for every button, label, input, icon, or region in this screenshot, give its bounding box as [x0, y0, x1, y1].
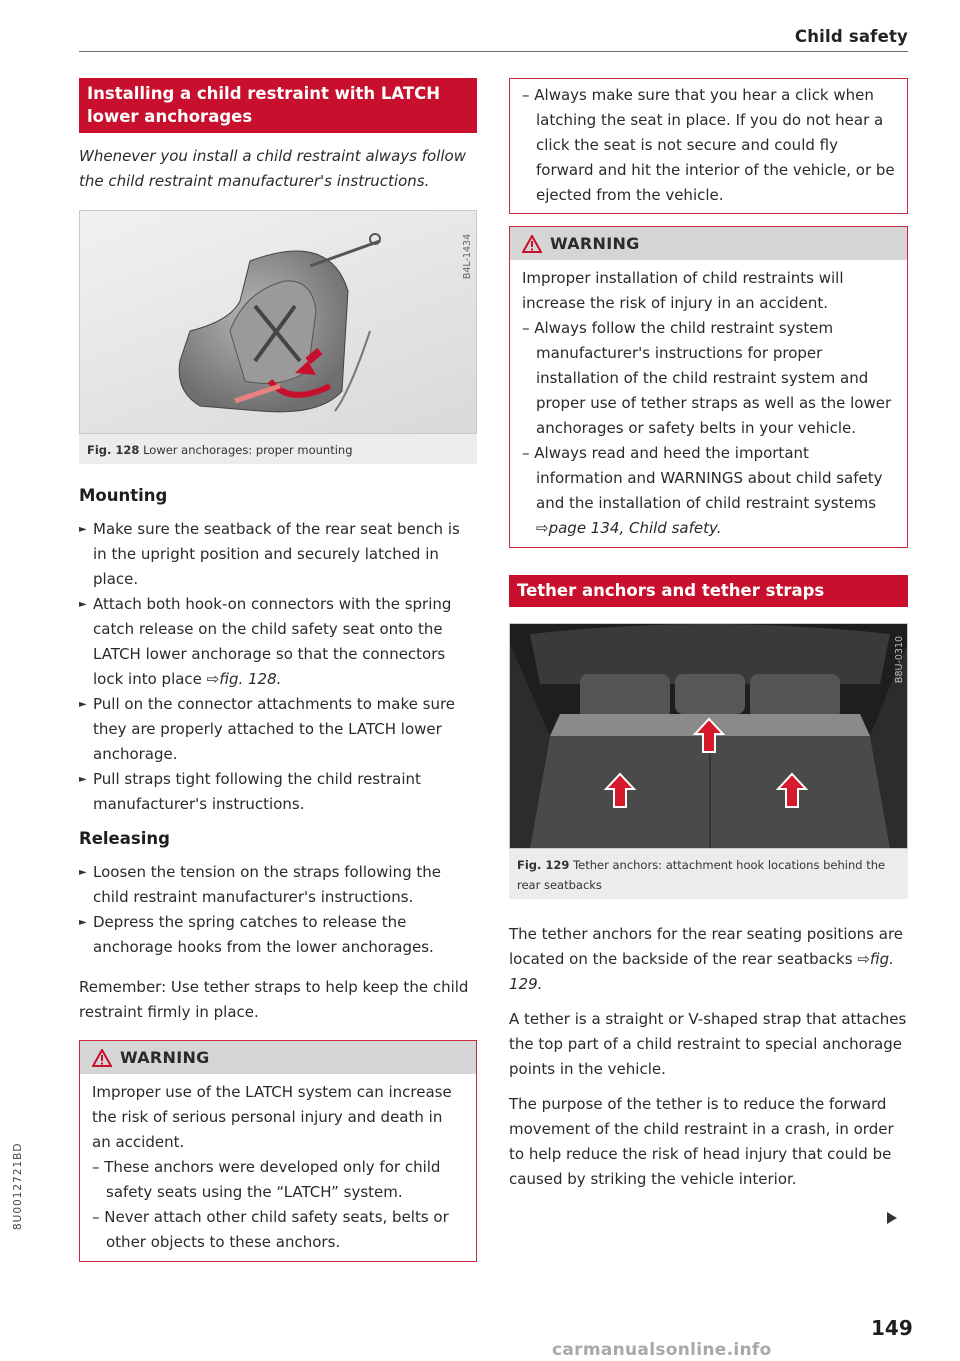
- page-number: 149: [871, 1316, 913, 1340]
- bullet-icon: ►: [79, 699, 87, 710]
- figure-caption-text: Tether anchors: attachment hook locations behind the rear seatbacks: [517, 858, 886, 892]
- warning-header: [510, 227, 907, 260]
- figure-link[interactable]: fig. 129.: [509, 950, 894, 993]
- tether-definition-text: A tether is a straight or V-shaped strap that attaches the top part of a child restraint to special anchorage points in the vehicle.: [509, 1010, 907, 1078]
- running-header: Child safety: [794, 27, 908, 46]
- list-item: ► Pull straps tight following the child restraint manufacturer's instructions.: [79, 767, 477, 817]
- figure-caption-text: Lower anchorages: proper mounting: [143, 443, 353, 457]
- child-seat-drawing: [80, 211, 476, 433]
- tether-purpose-text: The purpose of the tether is to reduce the forward movement of the child restraint in a crash, in order to help reduce the risk of head injury that could be caused by striking the vehicle interior.: [509, 1095, 894, 1188]
- bullet-icon: ►: [79, 599, 87, 610]
- bullet-icon: ►: [79, 917, 87, 928]
- figure-label: Fig. 128: [87, 443, 140, 457]
- section-heading-tether: Tether anchors and tether straps: [509, 575, 908, 607]
- note-text: – Always make sure that you hear a click when latching the seat in place. If you do not hear a click the seat is not secure and could fly forward and hit the interior of the vehicle, or be ejected from the vehicle.: [522, 86, 895, 204]
- warning-item: – Always read and heed the important information and WARNINGS about child safety and the installation of child restraint systems ⇨page 134, Child safety.: [522, 444, 883, 537]
- mounting-heading: Mounting: [79, 486, 168, 505]
- intro-text: Whenever you install a child restraint always follow the child restraint manufacturer's instructions.: [79, 147, 466, 190]
- right-column: [509, 78, 908, 1192]
- cargo-area-drawing: [510, 624, 907, 848]
- page-link[interactable]: page 134, Child safety.: [548, 519, 722, 537]
- warning-triangle-icon: [522, 235, 542, 253]
- warning-body: Improper installation of child restraints will increase the risk of injury in an accident. – Always follow the child restraint system manufacturer's instructions for proper installation of the child restraint system and proper use of tether straps as well as the lower anchorages or safety belts in your vehicle. – Always read and heed the important information and WARNINGS about child safety and the installation of child restraint systems ⇨page 134, Child safety.: [510, 260, 907, 547]
- list-item: ► Attach both hook-on connectors with the spring catch release on the child safety seat onto the LATCH lower anchorage so that the connectors lock into place ⇨fig. 128.: [79, 592, 477, 692]
- list-item: ► Make sure the seatback of the rear seat bench is in the upright position and securely latched in place.: [79, 517, 477, 592]
- left-column: [79, 78, 477, 1262]
- section-heading-latch: Installing a child restraint with LATCH lower anchorages: [79, 78, 477, 133]
- header-rule: [79, 51, 908, 52]
- warning-header: [80, 1041, 476, 1074]
- releasing-heading: Releasing: [79, 829, 170, 848]
- cargo-area-photo: [509, 623, 908, 849]
- note-box: [509, 78, 908, 214]
- remember-text: Remember: Use tether straps to help keep the child restraint firmly in place.: [79, 978, 469, 1021]
- list-item: ► Depress the spring catches to release the anchorage hooks from the lower anchorages.: [79, 910, 477, 960]
- warning-title: WARNING: [120, 1048, 210, 1067]
- bullet-icon: ►: [79, 774, 87, 785]
- figure-128: [79, 210, 477, 464]
- list-item: ► Pull on the connector attachments to make sure they are properly attached to the LATCH lower anchorage.: [79, 692, 477, 767]
- warning-item: – Always follow the child restraint system manufacturer's instructions for proper installation of the child restraint system and proper use of tether straps as well as the lower anchorages or safety belts in your vehicle.: [522, 319, 892, 437]
- figure-caption: [79, 434, 477, 464]
- figure-code: B8U-0310: [893, 635, 905, 684]
- child-seat-illustration: [79, 210, 477, 434]
- releasing-steps: [79, 860, 477, 960]
- warning-item: – Never attach other child safety seats, belts or other objects to these anchors.: [92, 1208, 449, 1251]
- warning-triangle-icon: [92, 1049, 112, 1067]
- document-id: 8U0012721BD: [12, 1142, 24, 1230]
- warning-title: WARNING: [550, 234, 640, 253]
- tether-location-text: The tether anchors for the rear seating positions are located on the backside of the rear seatbacks ⇨fig. 129.: [509, 925, 904, 993]
- bullet-icon: ►: [79, 867, 87, 878]
- ref-arrow-icon: ⇨: [857, 950, 870, 968]
- warning-box-installation: [509, 226, 908, 548]
- warning-item: – These anchors were developed only for child safety seats using the “LATCH” system.: [92, 1158, 441, 1201]
- mounting-steps: [79, 517, 477, 817]
- ref-arrow-icon: ⇨: [536, 519, 549, 537]
- figure-link[interactable]: fig. 128.: [219, 670, 282, 688]
- warning-box-latch: [79, 1040, 477, 1262]
- figure-129: [509, 623, 908, 899]
- watermark: carmanualsonline.info: [552, 1340, 772, 1360]
- figure-code: B4L-1434: [461, 233, 473, 280]
- list-item: ► Loosen the tension on the straps following the child restraint manufacturer's instructions.: [79, 860, 477, 910]
- continue-arrow-icon: [887, 1212, 897, 1224]
- figure-caption: [509, 849, 908, 899]
- figure-label: Fig. 129: [517, 858, 570, 872]
- warning-body: Improper use of the LATCH system can increase the risk of serious personal injury and death in an accident. – These anchors were developed only for child safety seats using the “LATCH” system. – Never attach other child safety seats, belts or other objects to these anchors.: [80, 1074, 476, 1261]
- ref-arrow-icon: ⇨: [206, 670, 220, 688]
- bullet-icon: ►: [79, 524, 87, 535]
